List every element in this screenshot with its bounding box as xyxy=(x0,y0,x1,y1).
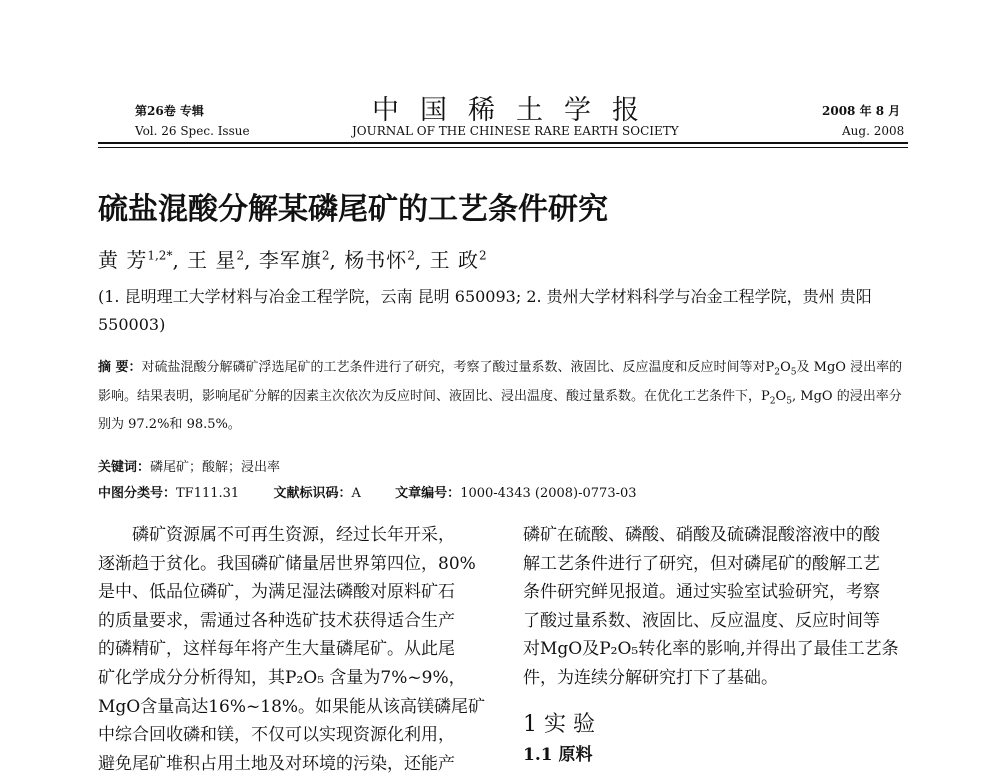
author-affil-mark: 2 xyxy=(407,248,415,263)
article-no-value: 1000-4343 (2008)-0773-03 xyxy=(460,486,637,501)
doc-code-label: 文献标识码： xyxy=(273,486,352,501)
abstract-text: O xyxy=(780,360,791,375)
paragraph-line: 的磷精矿，这样每年将产生大量磷尾矿。从此尾 xyxy=(98,639,455,660)
keywords xyxy=(98,456,280,475)
volume-en: Vol. 26 Spec. Issue xyxy=(135,124,250,138)
keywords-value: 磷尾矿；酸解；浸出率 xyxy=(150,460,281,475)
subscript: 2 xyxy=(774,367,781,378)
paragraph-line: 对MgO及P₂O₅转化率的影响,并得出了最佳工艺条 xyxy=(523,639,899,660)
header-rule-thin xyxy=(98,147,908,148)
date-en: Aug. 2008 xyxy=(842,124,905,138)
abstract-label: 摘 要： xyxy=(98,360,142,375)
author-affil-mark: 2 xyxy=(478,248,487,263)
author-separator: , xyxy=(172,248,188,272)
paragraph-line: 是中、低品位磷矿，为满足湿法磷酸对原料矿石 xyxy=(98,582,455,603)
author-affil-mark: 2 xyxy=(321,248,330,263)
header-rule-thick xyxy=(98,142,908,144)
paragraph-line: 件，为连续分解研究打下了基础。 xyxy=(523,667,778,688)
keywords-label: 关键词： xyxy=(98,460,151,475)
paragraph-line: MgO含量高达16%~18%。如果能从该高镁磷尾矿 xyxy=(98,696,486,717)
author-list xyxy=(98,244,487,273)
author-name: 黄 芳 xyxy=(98,248,148,272)
paragraph-line: 中综合回收磷和镁，不仅可以实现资源化利用， xyxy=(98,725,455,746)
volume-cn: 第26卷 专辑 xyxy=(135,104,204,118)
paragraph-line: 了酸过量系数、液固比、反应温度、反应时间等 xyxy=(523,610,880,631)
paragraph-line: 逐渐趋于贫化。我国磷矿储量居世界第四位，80% xyxy=(98,553,476,574)
subscript: 5 xyxy=(790,367,797,378)
abstract-text: O xyxy=(775,388,787,404)
paragraph-line: 磷矿资源属不可再生资源，经过长年开采， xyxy=(132,525,455,545)
journal-title-en: JOURNAL OF THE CHINESE RARE EARTH SOCIETY xyxy=(352,124,679,138)
abstract-text: 对硫盐混酸分解磷矿浮选尾矿的工艺条件进行了研究，考察了酸过量系数、液固比、反应温度和反应时间等对P xyxy=(141,360,775,375)
paragraph-line: 解工艺条件进行了研究，但对磷尾矿的酸解工艺 xyxy=(523,553,880,574)
subsection-heading: 1.1 原料 xyxy=(523,745,593,765)
affiliation: (1. 昆明理工大学材料与冶金工程学院，云南 昆明 650093; 2. 贵州大学材料科学与冶金工程学院，贵州 贵阳 550003) xyxy=(98,287,872,334)
body-right-column xyxy=(523,521,915,693)
paragraph-line: 矿化学成分分析得知，其P₂O₅ 含量为7%~9%， xyxy=(98,667,466,688)
author-separator: , xyxy=(414,248,430,272)
clc-value: TF111.31 xyxy=(176,486,240,501)
journal-title-cn: 中国稀土学报 xyxy=(372,95,660,126)
paragraph-line: 的质量要求，需通过各种选矿技术获得适合生产 xyxy=(98,610,455,631)
author-affil-mark: 2 xyxy=(236,248,245,263)
paragraph-line: 条件研究鲜见报道。通过实验室试验研究，考察 xyxy=(523,582,880,603)
clc-label: 中图分类号： xyxy=(98,486,177,501)
paragraph-line: 磷矿在硫酸、磷酸、硝酸及硫磷混酸溶液中的酸 xyxy=(523,525,880,545)
abstract-text: , MgO 的浸出率分别为 97.2%和 98.5%。 xyxy=(98,388,902,433)
author-name: 杨书怀 xyxy=(344,248,408,272)
author-separator: , xyxy=(329,248,345,272)
author-separator: , xyxy=(244,248,259,272)
classification-line xyxy=(98,482,637,501)
author-name: 王 星 xyxy=(187,248,237,272)
section-heading: 1 实 验 xyxy=(523,712,595,737)
doc-code-value: A xyxy=(351,486,361,501)
author-name: 王 政 xyxy=(429,248,479,272)
article-no-label: 文章编号： xyxy=(395,486,461,501)
body-left-column xyxy=(98,521,490,778)
abstract xyxy=(98,356,906,437)
date-cn: 2008 年 8 月 xyxy=(822,104,901,118)
abstract-text: 及 MgO 浸出率的影响。结果表明，影响尾矿分解的因素主次依次为反应时间、液固比、浸出温度、酸过量系数。在优化工艺条件下，P xyxy=(98,360,903,404)
author-affil-mark: 1,2* xyxy=(147,248,173,263)
author-name: 李军旗 xyxy=(258,248,322,272)
subscript: 5 xyxy=(786,396,793,407)
subscript: 2 xyxy=(769,396,776,407)
paper-title: 硫盐混酸分解某磷尾矿的工艺条件研究 xyxy=(98,192,608,227)
paragraph-line: 避免尾矿堆积占用土地及对环境的污染，还能产 xyxy=(98,753,455,774)
